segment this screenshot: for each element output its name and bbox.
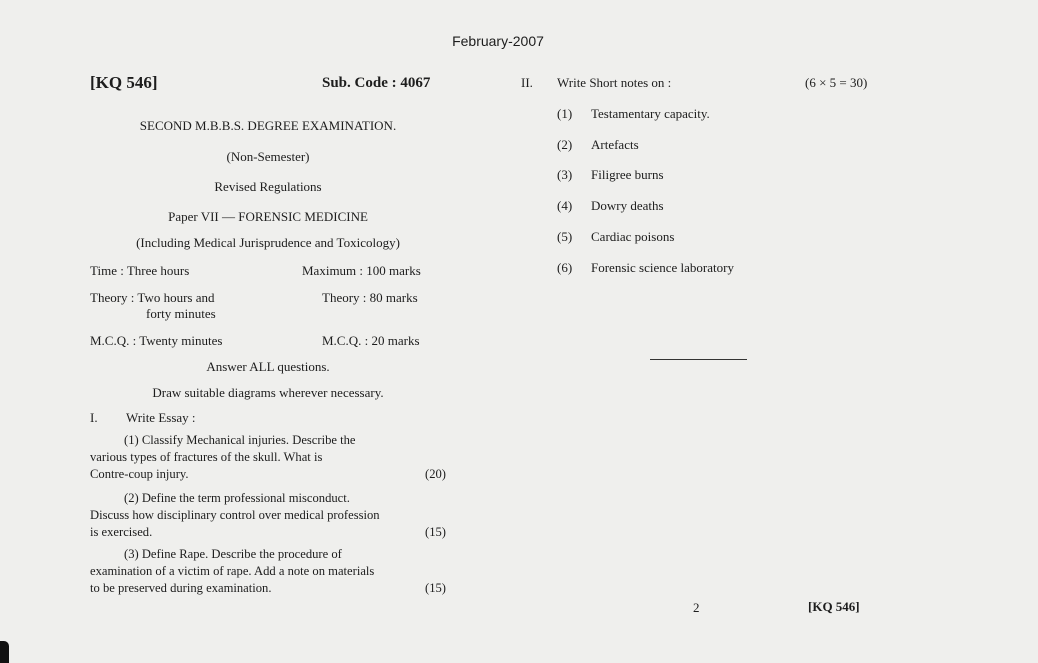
short-note-text: Forensic science laboratory [591, 260, 734, 275]
paper-code: [KQ 546] [90, 73, 158, 92]
section-2-marks: (6 × 5 = 30) [805, 75, 868, 90]
footer-code: [KQ 546] [808, 599, 860, 614]
short-note-text: Testamentary capacity. [591, 106, 710, 121]
paper-subtitle: (Including Medical Jurisprudence and Toxicology) [136, 235, 400, 250]
essay-question-line: (3) Define Rape. Describe the procedure of [124, 547, 342, 561]
short-note-number: (3) [557, 167, 573, 182]
theory-marks: Theory : 80 marks [322, 290, 418, 305]
exam-degree: SECOND M.B.B.S. DEGREE EXAMINATION. [139, 118, 397, 133]
short-note-text: Filigree burns [591, 167, 664, 182]
essay-question-marks: (15) [425, 525, 446, 539]
exam-semester: (Non-Semester) [226, 149, 310, 164]
max-marks: Maximum : 100 marks [302, 263, 421, 278]
short-note-number: (2) [557, 137, 573, 152]
section-1-number: I. [90, 410, 98, 425]
corner-mark [0, 641, 9, 663]
mcq-marks: M.C.Q. : 20 marks [322, 333, 420, 348]
essay-question-marks: (20) [425, 467, 446, 481]
essay-question [90, 490, 446, 541]
essay-question-line: Discuss how disciplinary control over medical profession [90, 508, 380, 522]
section-2-number: II. [521, 75, 533, 90]
answer-all: Answer ALL questions. [206, 359, 330, 374]
time-label: Time : Three hours [90, 263, 190, 278]
essay-question-line: examination of a victim of rape. Add a note on materials [90, 564, 375, 578]
section-1-heading: Write Essay : [126, 410, 196, 425]
paper-title: Paper VII — FORENSIC MEDICINE [168, 209, 368, 224]
exam-regulations: Revised Regulations [214, 179, 322, 194]
page-title: February-2007 [452, 33, 544, 49]
essay-question-line: (2) Define the term professional misconduct. [124, 491, 350, 505]
mcq-time: M.C.Q. : Twenty minutes [90, 333, 223, 348]
theory-time: Theory : Two hours and [90, 290, 215, 305]
section-2-heading: Write Short notes on : [557, 75, 672, 90]
essay-question-line: various types of fractures of the skull. What is [90, 450, 323, 464]
essay-question [90, 432, 446, 483]
essay-question-line: is exercised. [90, 525, 153, 539]
short-note-text: Artefacts [591, 137, 639, 152]
essay-question-line: Contre-coup injury. [90, 467, 189, 481]
essay-question-marks: (15) [425, 581, 446, 595]
essay-question-line: (1) Classify Mechanical injuries. Describe the [124, 433, 356, 447]
diagrams-instruction: Draw suitable diagrams wherever necessary. [152, 385, 384, 400]
short-note-number: (5) [557, 229, 573, 244]
short-note-number: (1) [557, 106, 573, 121]
short-note-number: (6) [557, 260, 573, 275]
essay-question [90, 546, 446, 597]
short-note-number: (4) [557, 198, 573, 213]
sub-code: Sub. Code : 4067 [322, 75, 431, 91]
page-number: 2 [693, 600, 700, 615]
short-note-text: Dowry deaths [591, 198, 664, 213]
essay-question-line: to be preserved during examination. [90, 581, 272, 595]
theory-time-cont: forty minutes [146, 306, 216, 321]
short-note-text: Cardiac poisons [591, 229, 675, 244]
end-rule [650, 359, 747, 360]
